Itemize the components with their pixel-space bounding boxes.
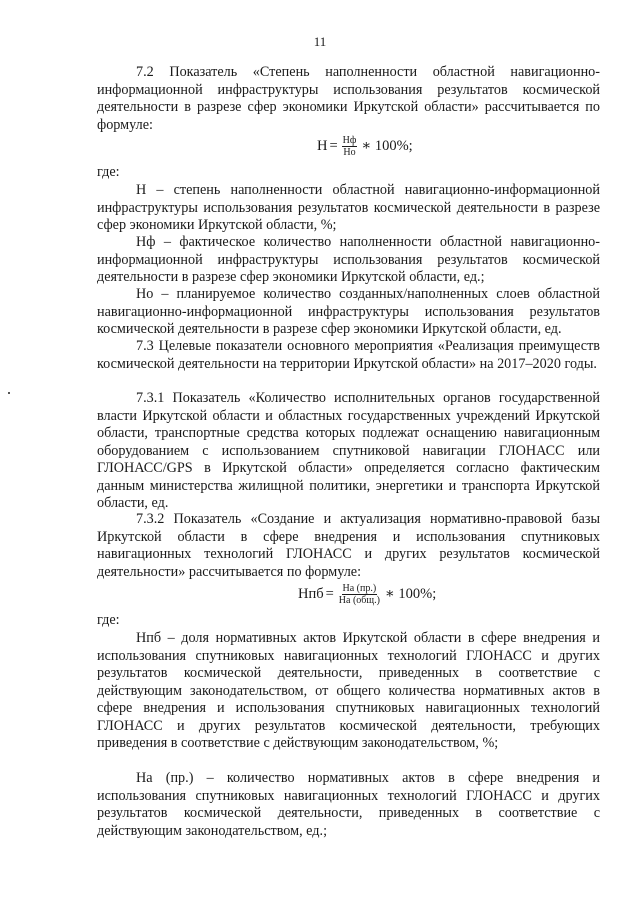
definition-hf: Нф – фактическое количество наполненности областной навигационно-информационной инфраструктуры использования результатов космической деятельности в разрезе сфер экономики Иркутской области, ед.; xyxy=(97,234,600,285)
formula-npb-denominator: На (общ.) xyxy=(338,595,380,606)
paragraph-7-3-1: 7.3.1 Показатель «Количество исполнительных органов государственной власти Иркутской области и областных государственных учреждений Иркутской области, транспортные средства которых подлежат оснащению навигационным оборудованием с использованием спутниковой навигации ГЛОНАСС или ГЛОНАСС/GPS в Иркутской области» определяется согласно фактическим данным министерства жилищной политики, энергетики и транспорта Иркутской области, ед. xyxy=(97,390,600,511)
definition-ho: Но – планируемое количество созданных/наполненных слоев областной навигационно-информационной инфраструктуры использования результатов космической деятельности в разрезе сфер экономики Иркутской области, ед. xyxy=(97,286,600,337)
formula-h-numerator: Нф xyxy=(342,135,357,146)
formula-npb xyxy=(298,583,436,606)
definition-na-pr: На (пр.) – количество нормативных актов в сфере внедрения и использования спутниковых навигационных технологий ГЛОНАСС и других результатов космической деятельности, приведенных в соответствие с действующим законодательством, ед.; xyxy=(97,770,600,839)
paragraph-7-3: 7.3 Целевые показатели основного мероприятия «Реализация преимуществ космической деятельности на территории Иркутской области» на 2017–2020 годы. xyxy=(97,338,600,372)
paragraph-7-2: 7.2 Показатель «Степень наполненности областной навигационно-информационной инфраструктуры использования результатов космической деятельности в разрезе сфер экономики Иркутской области» рассчитывается по формуле: xyxy=(97,64,600,133)
formula-h xyxy=(317,135,413,158)
scan-dot xyxy=(8,392,10,394)
formula-h-rest: ∗ 100%; xyxy=(361,138,413,154)
definition-npb: Нпб – доля нормативных актов Иркутской области в сфере внедрения и использования спутниковых навигационных технологий ГЛОНАСС и других результатов космической деятельности, приведенных в соответствие с действующим законодательством, от общего количества нормативных актов в сфере внедрения и использования спутниковых навигационных технологий ГЛОНАСС и других результатов космической деятельности, требующих приведения в соответствие с действующим законодательством, %; xyxy=(97,630,600,751)
formula-h-denominator: Но xyxy=(343,147,356,158)
page-number: 11 xyxy=(313,34,327,49)
definition-h: Н – степень наполненности областной навигационно-информационной инфраструктуры использования результатов космической деятельности в разрезе сфер экономики Иркутской области, %; xyxy=(97,182,600,233)
formula-h-eq: = xyxy=(329,138,338,154)
where-label-1: где: xyxy=(97,164,120,180)
where-label-2: где: xyxy=(97,612,120,628)
formula-npb-fraction xyxy=(338,583,381,606)
formula-npb-lhs: Нпб xyxy=(298,586,324,602)
formula-npb-rest: ∗ 100%; xyxy=(384,586,437,602)
paragraph-7-3-2: 7.3.2 Показатель «Создание и актуализация нормативно-правовой базы Иркутской области в сфере внедрения и использования спутниковых навигационных технологий ГЛОНАСС и других результатов космической деятельности» рассчитывается по формуле: xyxy=(97,511,600,580)
formula-npb-eq: = xyxy=(325,586,334,602)
formula-h-lhs: Н xyxy=(317,138,328,154)
formula-h-fraction xyxy=(342,135,358,158)
formula-npb-numerator: На (пр.) xyxy=(342,583,377,594)
